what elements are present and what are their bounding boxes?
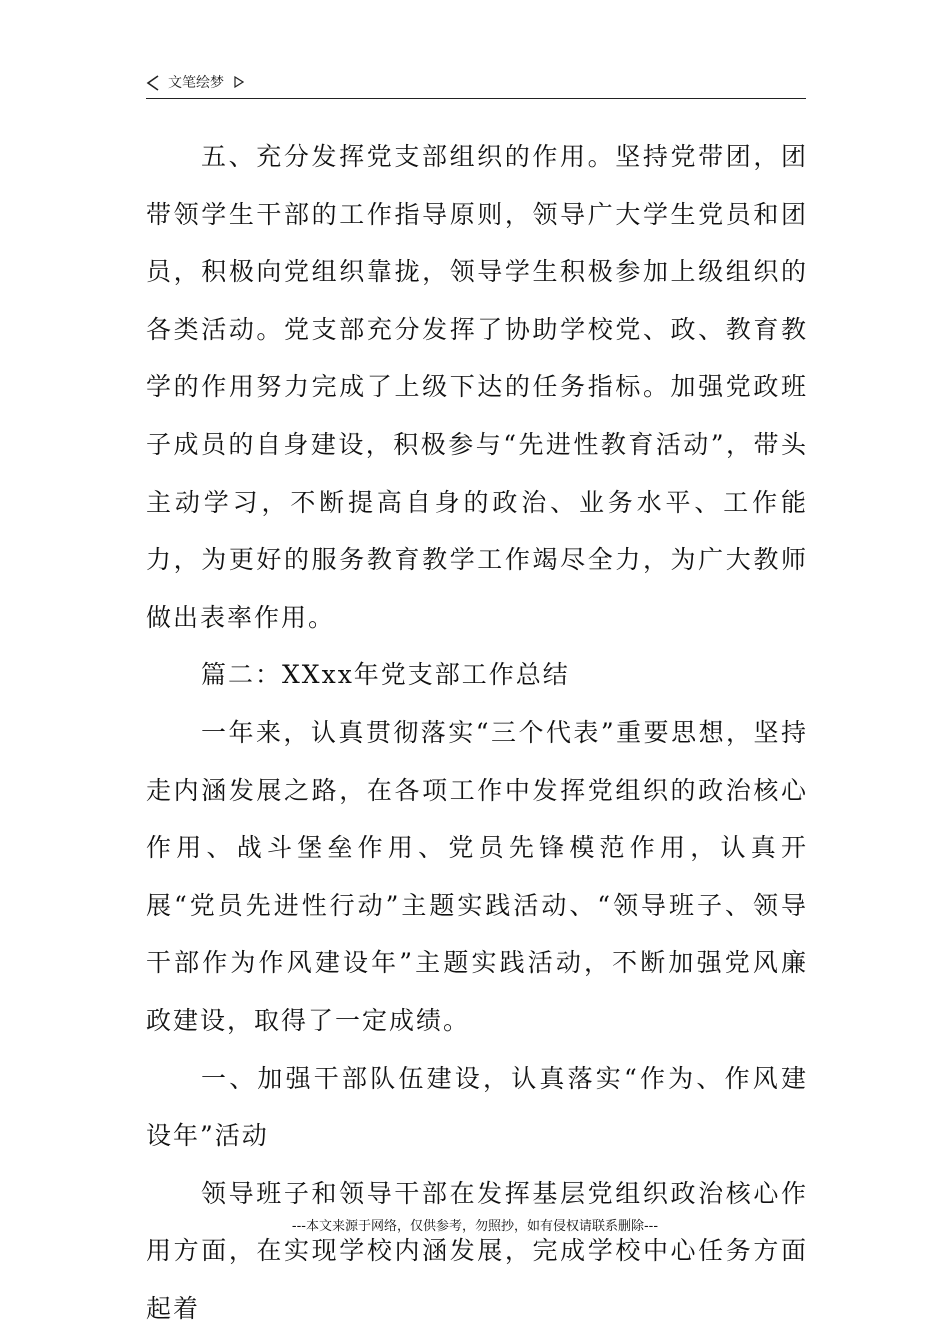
paragraph-1: 五、充分发挥党支部组织的作用。坚持党带团，团带领学生干部的工作指导原则，领导广大学生党员和团员，积极向党组织靠拢，领导学生积极参加上级组织的各类活动。党支部充分发挥了协助学校党、政、教育教学的作用努力完成了上级下达的任务指标。加强党政班子成员的自身建设，积极参与“先进性教育活动”，带头主动学习，不断提高自身的政治、业务水平、工作能力，为更好的服务教育教学工作竭尽全力，为广大教师做出表率作用。	[146, 142, 808, 632]
page-header	[146, 72, 806, 99]
section-title: 篇二：XXxx年党支部工作总结	[201, 660, 570, 690]
footer-disclaimer: ---本文来源于网络，仅供参考，勿照抄，如有侵权请联系删除---	[291, 1219, 659, 1234]
header-title: 文笔绘梦	[168, 75, 224, 91]
paragraph-2: 一年来，认真贯彻落实“三个代表”重要思想，坚持走内涵发展之路，在各项工作中发挥党组织的政治核心作用、战斗堡垒作用、党员先锋模范作用，认真开展“党员先进性行动”主题实践活动、“领导班子、领导干部作为作风建设年”主题实践活动，不断加强党风廉政建设，取得了一定成绩。	[146, 717, 808, 1035]
document-body	[146, 128, 808, 1337]
left-triangle-icon	[146, 74, 160, 92]
paragraph-3: 领导班子和领导干部在发挥基层党组织政治核心作用方面，在实现学校内涵发展，完成学校中心任务方面起着	[146, 1178, 808, 1323]
right-triangle-icon	[234, 76, 244, 88]
subsection-heading: 一、加强干部队伍建设，认真落实“作为、作风建设年”活动	[146, 1063, 808, 1151]
